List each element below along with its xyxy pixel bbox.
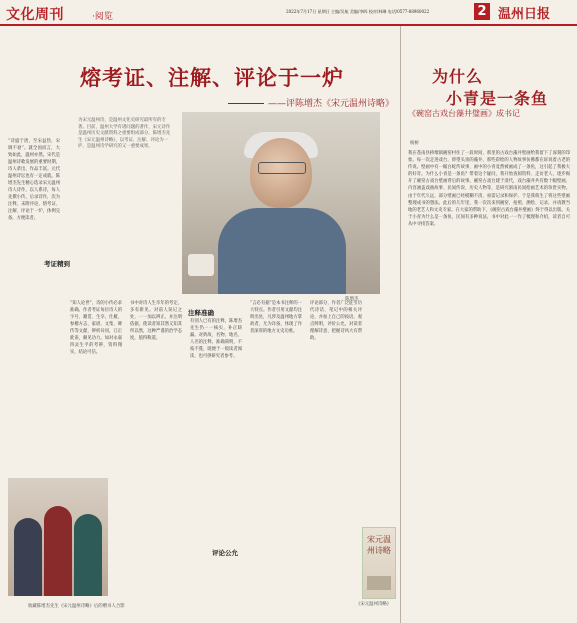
- right-subtitle: 《碗窑古戏台藻井璧画》成书记: [408, 109, 520, 118]
- section-name: ·阅览: [92, 12, 113, 22]
- subheading-zhushi: 注释准确: [188, 309, 214, 317]
- article-column: 评论部分，作者广泛征引历代诗话、笔记中的相关评论，并加上自己的按语，观点鲜明，评价公允，对读者理解诗意、把握诗风大有帮助。: [310, 301, 362, 341]
- book-cover-image: [362, 527, 396, 599]
- column-divider: [400, 26, 401, 623]
- section-brand: 文化周刊: [6, 7, 64, 23]
- photo-person-shape: [44, 506, 72, 596]
- main-byline: [228, 96, 394, 109]
- portrait-glasses-shape: [258, 162, 306, 174]
- right-author: 杨树: [410, 141, 419, 146]
- masthead-rule: [0, 24, 577, 26]
- ceremony-photo: [8, 478, 108, 596]
- book-cover-title: 宋元温州诗略: [367, 535, 391, 555]
- newspaper-name: 温州日报: [498, 7, 551, 22]
- dateline: 2022年7月17日 星期日 主编/吴航 美编/李晖 校对/林琳 电话/0577-88960022: [286, 9, 430, 14]
- article-column: 有别人已有的注释，陈增杰先生仍一一核实，补正缺漏。对典故、名物、地名、人名的注释，准确简明，不枝不蔓，既便于一般读者阅读，也可供研究者参考。: [190, 319, 242, 359]
- author-portrait-photo: [182, 112, 380, 294]
- right-title-line1: 为什么: [432, 67, 484, 86]
- article-column: 书中对诗人生卒年的考定，多有新见。对前人误记之处，一一加以辨正，并注明依据，使读者知其然又知其所以然，这种严谨的治学态度，值得称道。: [130, 301, 182, 341]
- right-title-line2: 小青是一条鱼: [446, 89, 549, 108]
- ceremony-caption: 收藏陈增杰先生《宋元温州诗略》后的赠书人合影: [28, 604, 125, 609]
- byline-rule: [228, 103, 264, 104]
- photo-person-shape: [74, 514, 102, 596]
- portrait-caption: 陈增杰: [345, 297, 359, 302]
- subheading-kaozheng: 考证精到: [44, 260, 70, 268]
- subheading-pinglun: 评论公允: [212, 549, 238, 557]
- book-cover-illustration: [367, 576, 391, 590]
- article-column: “知人论世”，诗的小传必求准确。作者考证每位诗人的字号、籍贯、生卒、仕履，参稽方志、家谱、文集、碑传等文献，辨析异同，订正讹误，颇见功力。如对永嘉四灵生平的考辨，资料翔实，结论可信。: [70, 301, 122, 355]
- right-article-body: 我在苍南县桥墩镇碗窑村住了一段时间，那里的古戏台藻井壁画给我留下了深刻的印象。每一次走进戏台，仰望头顶的藻井，那些彩绘的人物故事仿佛都在诉说着古老的传说。壁画中有一幅白蛇传故事，画中的小青竟然被画成了一条鱼，这引起了我极大的好奇。为什么小青是一条鱼？带着这个疑问，我开始查阅资料、走访老人，逐步揭开了碗窑古戏台壁画背后的故事。碗窑古戏台建于清代，戏台藻井共有数十幅壁画，内容涵盖戏曲故事、民间传说、历史人物等，是研究浙南民间绘画艺术的珍贵实物。由于年代久远，部分壁画已经模糊不清，亟需记录和保护。于是我萌生了将这些壁画整理成书的想法。此后的几年里，我一次次来到碗窑，拍照、测绘、记录，并请教当地的老艺人和文史专家。在大家的帮助下，《碗窑古戏台藻井璧画》终于得以出版。关于小青为什么是一条鱼，民间有多种说法，书中对此一一作了梳理和介绍，读者自可从中寻找答案。: [408, 151, 570, 227]
- article-column: “诗盛于唐，至宋益热，宋调不衰”。就全国而言，大致如此，温州亦然。宋代是温州诗歌发展的重要时期，诗人辈出，作品丰富。元代温州诗坛也有一定成就。陈增杰先生精心选录宋元温州诗人诗作，以人系诗，每人先撰小传，后录诗作，次为注释，末附评论，熔考证、注解、评论于一炉，体例完备，方便读者。: [8, 139, 60, 221]
- article-column: “言必有据”是本书注释的一大特点。作者引用文献均注明出处，凡涉及温州地方掌故者，尤为详备，体现了作者深厚的地方文史功底。: [250, 301, 302, 334]
- book-cover-caption: 《宋元温州诗略》: [356, 602, 392, 607]
- portrait-cup-shape: [188, 254, 214, 276]
- article-intro: 为宋元温州诗，是温州文化史研究最所有的专著。目前，温州大学有诸问题的著作，宋元诗作是温州历史文献资料之重要组成部分。陈增杰先生《宋元温州诗略》，以考证、注解、评论为一炉，是温州诗学研究的又一重要成果。: [78, 118, 171, 150]
- portrait-body-shape: [218, 208, 346, 294]
- photo-person-shape: [14, 518, 42, 596]
- page-number-badge: 2: [474, 3, 490, 20]
- masthead: [0, 0, 577, 26]
- main-headline: 熔考证、注解、评论于一炉: [80, 66, 344, 90]
- byline-text: ——评陈增杰《宋元温州诗略》: [268, 99, 395, 109]
